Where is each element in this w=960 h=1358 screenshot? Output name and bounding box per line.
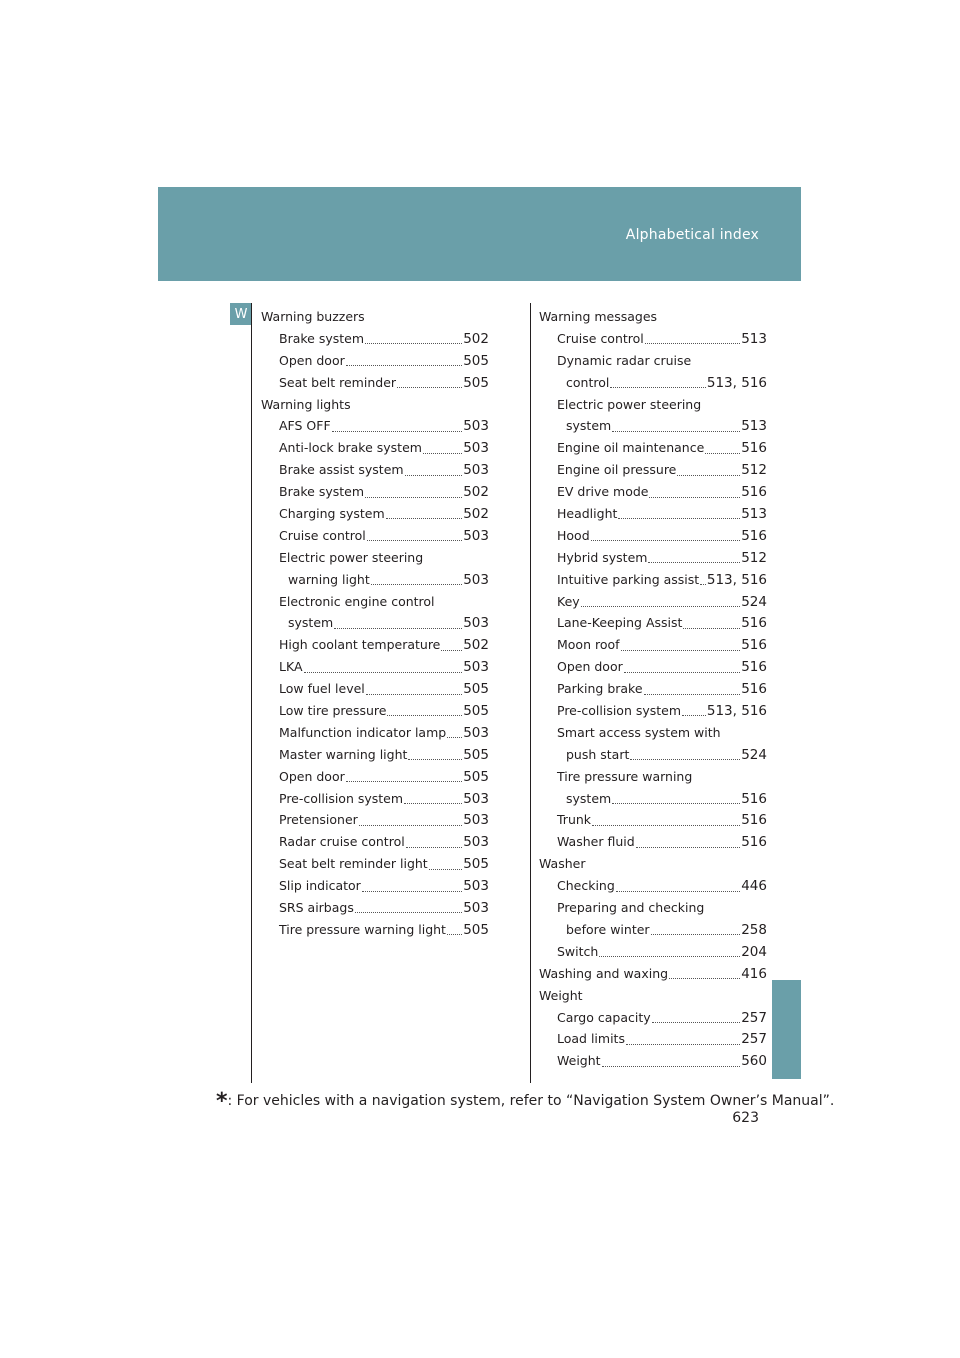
- index-entry-page[interactable]: 503: [463, 440, 489, 457]
- index-entry: [539, 897, 767, 919]
- index-entry-text: AFS OFF: [279, 418, 331, 434]
- index-entry-page[interactable]: 503: [463, 900, 489, 917]
- index-entry: [261, 591, 489, 613]
- index-entry-text: Intuitive parking assist: [557, 571, 700, 587]
- leader-dots: [669, 978, 740, 979]
- index-entry-page[interactable]: 505: [463, 768, 489, 785]
- index-entry-page[interactable]: 503: [463, 834, 489, 851]
- index-entry-page[interactable]: 503: [463, 527, 489, 544]
- header-band: [158, 187, 801, 281]
- index-entry-page[interactable]: 516: [741, 812, 767, 829]
- index-entry-page[interactable]: 516: [741, 681, 767, 698]
- index-entry: [539, 525, 767, 547]
- index-entry-text: Trunk: [557, 812, 592, 828]
- chapter-tab: [772, 980, 801, 1079]
- index-entry-text: Open door: [279, 768, 345, 784]
- index-entry: [261, 415, 489, 437]
- index-entry: [261, 350, 489, 372]
- leader-dots: [612, 803, 740, 804]
- leader-dots: [599, 956, 740, 957]
- index-entry-text: Slip indicator: [279, 878, 361, 894]
- index-entry: [261, 503, 489, 525]
- index-entry-text: Parking brake: [557, 681, 643, 697]
- index-entry-text: Engine oil pressure: [557, 462, 677, 478]
- index-entry-page[interactable]: 503: [463, 462, 489, 479]
- index-entry: [539, 919, 767, 941]
- index-entry-text: Low fuel level: [279, 681, 365, 697]
- index-entry: [539, 350, 767, 372]
- index-entry: [539, 788, 767, 810]
- index-entry-text: Load limits: [557, 1031, 625, 1047]
- index-entry-page[interactable]: 505: [463, 921, 489, 938]
- leader-dots: [346, 365, 462, 366]
- index-entry-page[interactable]: 503: [463, 790, 489, 807]
- index-entry-text: Engine oil maintenance: [557, 440, 705, 456]
- leader-dots: [387, 715, 462, 716]
- index-entry-page[interactable]: 513, 516: [706, 571, 767, 588]
- leader-dots: [365, 343, 462, 344]
- index-entry: [261, 766, 489, 788]
- index-column-2: [539, 306, 767, 1072]
- index-entry-page[interactable]: 503: [463, 878, 489, 895]
- index-entry: [261, 656, 489, 678]
- leader-dots: [610, 387, 706, 388]
- index-entry-text: Headlight: [557, 506, 618, 522]
- leader-dots: [626, 1044, 740, 1045]
- index-entry-text: Open door: [279, 352, 345, 368]
- index-entry-page[interactable]: 505: [463, 681, 489, 698]
- index-entry: [261, 831, 489, 853]
- index-entry-page[interactable]: 505: [463, 746, 489, 763]
- index-entry-text: Anti-lock brake system: [279, 440, 422, 456]
- index-entry-text: Electric power steering: [279, 549, 424, 565]
- index-entry: [261, 700, 489, 722]
- page-number: 623: [732, 1110, 759, 1126]
- index-entry-text: SRS airbags: [279, 900, 354, 916]
- index-entry: [539, 1028, 767, 1050]
- index-entry: [539, 415, 767, 437]
- index-entry-page[interactable]: 524: [741, 593, 767, 610]
- index-entry-page[interactable]: 503: [463, 571, 489, 588]
- page-section-title: Alphabetical index: [625, 227, 759, 243]
- index-entry-page[interactable]: 502: [463, 484, 489, 501]
- index-entry-text: Electronic engine control: [279, 593, 435, 609]
- leader-dots: [652, 1022, 741, 1023]
- index-entry: [539, 591, 767, 613]
- index-entry-text: EV drive mode: [557, 484, 649, 500]
- index-entry-page[interactable]: 503: [463, 659, 489, 676]
- index-entry-text: Charging system: [279, 506, 385, 522]
- index-entry-text: control: [566, 374, 610, 390]
- column-divider-left: [251, 303, 252, 1083]
- leader-dots: [371, 584, 462, 585]
- leader-dots: [408, 759, 462, 760]
- index-entry: [261, 897, 489, 919]
- leader-dots: [404, 803, 462, 804]
- leader-dots: [429, 869, 463, 870]
- index-entry: [539, 372, 767, 394]
- index-entry: [539, 634, 767, 656]
- index-entry-page[interactable]: 502: [463, 506, 489, 523]
- leader-dots: [700, 584, 706, 585]
- index-entry-page[interactable]: 502: [463, 330, 489, 347]
- leader-dots: [616, 891, 740, 892]
- index-entry-page[interactable]: 516: [741, 659, 767, 676]
- index-entry-page[interactable]: 516: [741, 790, 767, 807]
- footnote-text: : For vehicles with a navigation system, refer to “Navigation System Owner’s Manual”.: [227, 1093, 835, 1109]
- index-entry-text: system: [288, 615, 334, 631]
- index-entry-text: Master warning light: [279, 746, 408, 762]
- index-entry-text: Cruise control: [557, 330, 644, 346]
- index-entry: [261, 525, 489, 547]
- index-entry-page[interactable]: 513, 516: [706, 374, 767, 391]
- index-entry-text: Checking: [557, 878, 615, 894]
- index-entry: [261, 678, 489, 700]
- index-entry-page[interactable]: 513, 516: [706, 703, 767, 720]
- leader-dots: [304, 672, 463, 673]
- index-entry-text: Warning lights: [261, 396, 351, 412]
- leader-dots: [677, 475, 740, 476]
- leader-dots: [644, 694, 741, 695]
- index-entry-page[interactable]: 258: [741, 921, 767, 938]
- index-entry: [261, 459, 489, 481]
- index-entry-page[interactable]: 516: [741, 637, 767, 654]
- index-entry-page[interactable]: 505: [463, 856, 489, 873]
- index-entry-text: Tire pressure warning: [557, 768, 693, 784]
- index-entry-page[interactable]: 516: [741, 527, 767, 544]
- index-entry-page[interactable]: 257: [741, 1031, 767, 1048]
- index-entry: [539, 503, 767, 525]
- index-entry: [539, 678, 767, 700]
- index-entry: [539, 1007, 767, 1029]
- index-entry-text: Weight: [557, 1053, 601, 1069]
- index-entry: [261, 437, 489, 459]
- index-entry: [261, 744, 489, 766]
- index-entry-page[interactable]: 505: [463, 352, 489, 369]
- index-entry: [261, 306, 489, 328]
- index-entry-page[interactable]: 513: [741, 418, 767, 435]
- index-entry-page[interactable]: 204: [741, 943, 767, 960]
- leader-dots: [346, 781, 462, 782]
- index-entry-text: Malfunction indicator lamp: [279, 724, 447, 740]
- index-entry: [261, 875, 489, 897]
- index-entry: [539, 656, 767, 678]
- index-entry-text: before winter: [566, 921, 650, 937]
- leader-dots: [682, 715, 706, 716]
- leader-dots: [366, 694, 462, 695]
- index-entry-page[interactable]: 257: [741, 1009, 767, 1026]
- index-entry: [539, 547, 767, 569]
- leader-dots: [581, 606, 741, 607]
- index-entry: [261, 372, 489, 394]
- index-entry-page[interactable]: 516: [741, 834, 767, 851]
- index-entry-text: system: [566, 790, 612, 806]
- leader-dots: [683, 628, 740, 629]
- index-entry: [539, 941, 767, 963]
- leader-dots: [405, 475, 463, 476]
- index-entry-text: Smart access system with: [557, 724, 721, 740]
- index-entry-text: Hood: [557, 527, 590, 543]
- leader-dots: [630, 759, 740, 760]
- index-entry: [539, 722, 767, 744]
- leader-dots: [447, 737, 462, 738]
- index-entry: [539, 612, 767, 634]
- index-entry-page[interactable]: 524: [741, 746, 767, 763]
- index-entry-text: Moon roof: [557, 637, 620, 653]
- index-entry-text: Brake system: [279, 330, 365, 346]
- index-entry-text: High coolant temperature: [279, 637, 441, 653]
- leader-dots: [365, 497, 462, 498]
- index-entry-text: Tire pressure warning light: [279, 921, 446, 937]
- index-entry: [261, 481, 489, 503]
- index-entry: [261, 919, 489, 941]
- index-entry: [539, 700, 767, 722]
- leader-dots: [332, 431, 463, 432]
- index-entry-page[interactable]: 446: [741, 878, 767, 895]
- leader-dots: [624, 672, 740, 673]
- index-entry-text: Seat belt reminder: [279, 374, 397, 390]
- index-entry: [539, 853, 767, 875]
- leader-dots: [386, 518, 463, 519]
- index-entry-text: Lane-Keeping Assist: [557, 615, 683, 631]
- index-entry-page[interactable]: 505: [463, 703, 489, 720]
- index-entry: [261, 809, 489, 831]
- index-entry: [539, 569, 767, 591]
- index-entry: [539, 459, 767, 481]
- index-entry: [261, 788, 489, 810]
- index-entry: [539, 875, 767, 897]
- index-entry-page[interactable]: 416: [741, 965, 767, 982]
- index-entry-text: Open door: [557, 659, 623, 675]
- index-entry: [261, 547, 489, 569]
- index-entry-text: Radar cruise control: [279, 834, 405, 850]
- index-entry-text: Pretensioner: [279, 812, 358, 828]
- index-entry: [539, 306, 767, 328]
- index-entry: [261, 394, 489, 416]
- leader-dots: [591, 540, 741, 541]
- index-entry-page[interactable]: 513: [741, 506, 767, 523]
- leader-dots: [334, 628, 462, 629]
- index-entry: [261, 634, 489, 656]
- footnote: [216, 1089, 835, 1114]
- leader-dots: [367, 540, 462, 541]
- index-entry: [539, 985, 767, 1007]
- index-entry-page[interactable]: 503: [463, 812, 489, 829]
- index-entry-text: Brake assist system: [279, 462, 404, 478]
- index-entry-text: Weight: [539, 987, 583, 1003]
- leader-dots: [406, 847, 463, 848]
- index-entry-page[interactable]: 503: [463, 418, 489, 435]
- leader-dots: [602, 1066, 741, 1067]
- index-entry-text: Dynamic radar cruise: [557, 352, 692, 368]
- leader-dots: [362, 891, 462, 892]
- index-entry-text: Cargo capacity: [557, 1009, 651, 1025]
- index-entry-text: Switch: [557, 943, 599, 959]
- index-entry: [261, 569, 489, 591]
- leader-dots: [651, 934, 741, 935]
- index-entry-page[interactable]: 513: [741, 330, 767, 347]
- leader-dots: [636, 847, 741, 848]
- index-entry-text: LKA: [279, 659, 303, 675]
- leader-dots: [705, 453, 740, 454]
- index-entry-text: Pre-collision system: [279, 790, 404, 806]
- index-entry-text: Pre-collision system: [557, 703, 682, 719]
- index-entry-text: Warning buzzers: [261, 309, 365, 324]
- index-entry-text: Seat belt reminder light: [279, 856, 428, 872]
- index-entry-page[interactable]: 512: [741, 549, 767, 566]
- leader-dots: [621, 650, 741, 651]
- index-entry: [539, 766, 767, 788]
- index-entry-text: Washer fluid: [557, 834, 635, 850]
- index-entry-page[interactable]: 505: [463, 374, 489, 391]
- index-entry: [539, 809, 767, 831]
- index-entry: [261, 853, 489, 875]
- index-entry: [539, 963, 767, 985]
- index-entry-page[interactable]: 516: [741, 615, 767, 632]
- index-entry-page[interactable]: 516: [741, 440, 767, 457]
- index-entry-text: push start: [566, 746, 630, 762]
- index-entry-text: Electric power steering: [557, 396, 702, 412]
- index-entry: [261, 612, 489, 634]
- leader-dots: [441, 650, 462, 651]
- index-entry: [539, 481, 767, 503]
- index-entry-text: Washer: [539, 856, 586, 872]
- leader-dots: [447, 934, 462, 935]
- leader-dots: [359, 825, 462, 826]
- index-entry: [261, 328, 489, 350]
- index-entry: [539, 328, 767, 350]
- section-letter-badge: W: [230, 303, 252, 325]
- index-entry: [539, 744, 767, 766]
- index-entry-text: Brake system: [279, 484, 365, 500]
- column-divider-middle: [530, 303, 531, 1083]
- leader-dots: [355, 912, 462, 913]
- leader-dots: [423, 453, 462, 454]
- index-entry: [539, 394, 767, 416]
- index-entry-text: Key: [557, 593, 580, 609]
- index-entry-text: Washing and waxing: [539, 965, 669, 981]
- index-entry-text: system: [566, 418, 612, 434]
- leader-dots: [645, 343, 740, 344]
- index-entry-text: warning light: [288, 571, 370, 587]
- index-entry-text: Warning messages: [539, 309, 658, 324]
- footnote-marker: *: [216, 1089, 228, 1114]
- index-entry-text: Preparing and checking: [557, 900, 705, 916]
- leader-dots: [397, 387, 462, 388]
- index-entry: [539, 437, 767, 459]
- index-entry-page[interactable]: 503: [463, 615, 489, 632]
- index-entry-text: Low tire pressure: [279, 703, 387, 719]
- index-entry: [539, 1050, 767, 1072]
- index-entry-page[interactable]: 502: [463, 637, 489, 654]
- index-entry-page[interactable]: 512: [741, 462, 767, 479]
- leader-dots: [618, 518, 740, 519]
- index-entry-page[interactable]: 503: [463, 724, 489, 741]
- leader-dots: [649, 497, 740, 498]
- index-entry: [539, 831, 767, 853]
- index-entry: [261, 722, 489, 744]
- index-entry-text: Cruise control: [279, 527, 366, 543]
- leader-dots: [612, 431, 740, 432]
- index-column-1: [261, 306, 489, 941]
- leader-dots: [592, 825, 740, 826]
- index-entry-page[interactable]: 560: [741, 1053, 767, 1070]
- leader-dots: [648, 562, 740, 563]
- index-entry-page[interactable]: 516: [741, 484, 767, 501]
- index-entry-text: Hybrid system: [557, 549, 648, 565]
